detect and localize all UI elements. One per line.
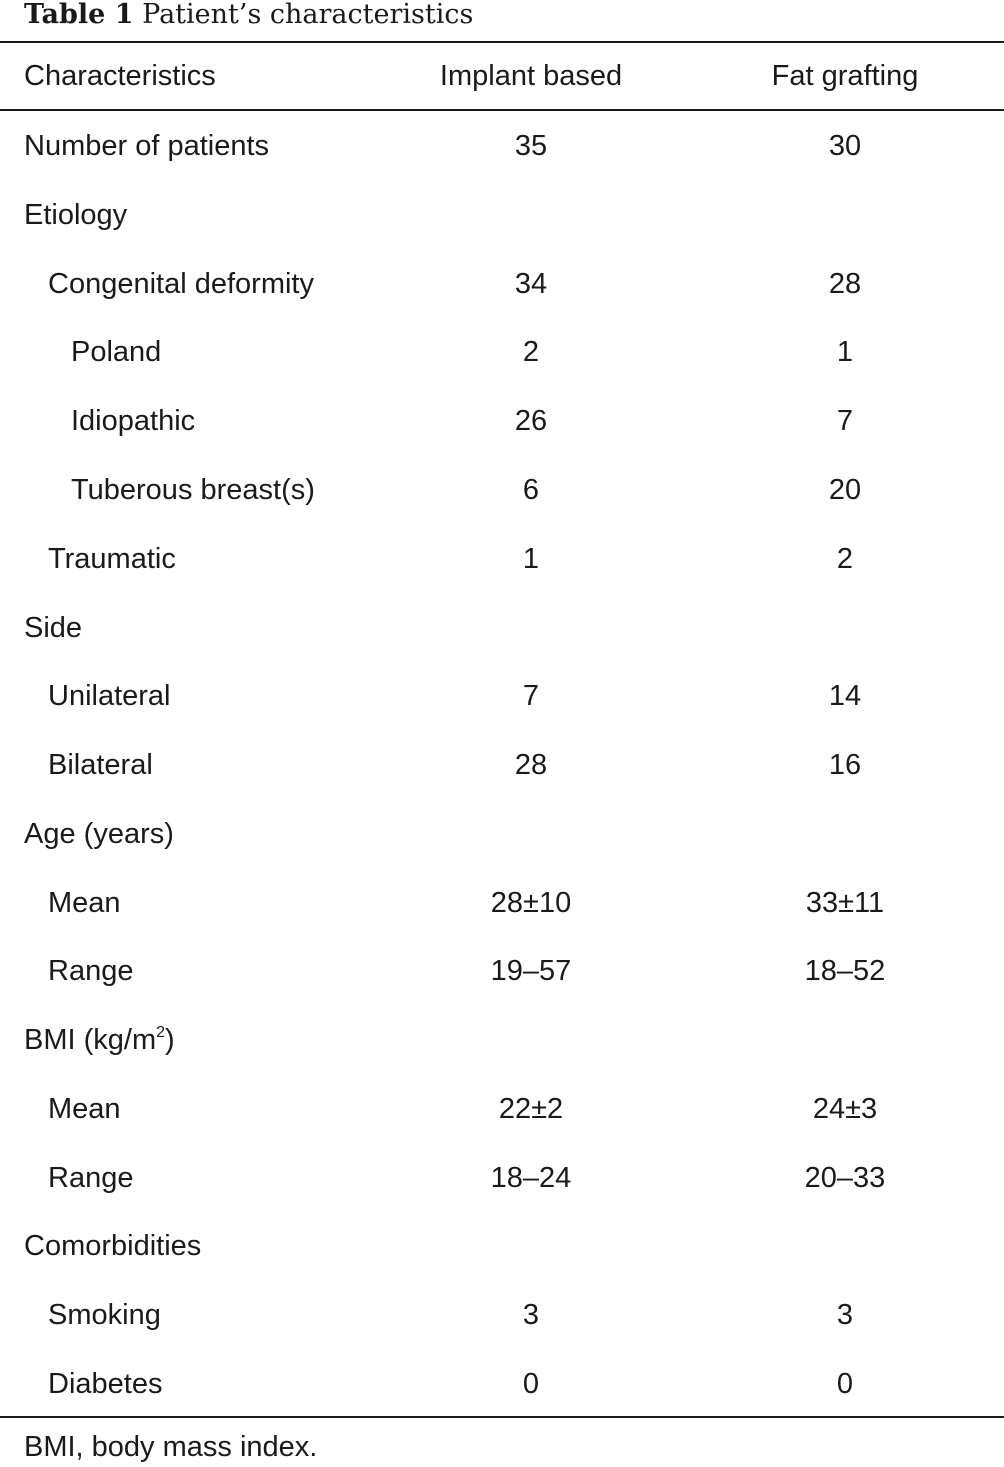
row-label: Smoking bbox=[48, 1299, 161, 1331]
row-label: Bilateral bbox=[48, 749, 153, 781]
row-label: Unilateral bbox=[48, 680, 171, 712]
implant-value: 28±10 bbox=[490, 887, 572, 919]
row-label: Idiopathic bbox=[71, 405, 196, 437]
table-row bbox=[0, 883, 1004, 923]
row-label: Range bbox=[48, 1162, 134, 1194]
implant-value: 28 bbox=[514, 749, 548, 781]
implant-value: 7 bbox=[522, 680, 540, 712]
row-label: Congenital deformity bbox=[48, 268, 314, 300]
implant-value: 1 bbox=[522, 543, 540, 575]
implant-value: 19–57 bbox=[490, 955, 572, 987]
implant-value: 0 bbox=[522, 1368, 540, 1400]
implant-value: 35 bbox=[514, 130, 548, 162]
table-row bbox=[0, 126, 1004, 166]
implant-value: 6 bbox=[522, 474, 540, 506]
row-label: Age (years) bbox=[24, 818, 174, 850]
table-row bbox=[0, 608, 1004, 648]
table-row bbox=[0, 1158, 1004, 1198]
table-row bbox=[0, 264, 1004, 304]
row-label: Etiology bbox=[24, 199, 128, 231]
top-rule bbox=[0, 41, 1004, 43]
row-label bbox=[24, 1020, 175, 1060]
fat-value: 2 bbox=[836, 543, 854, 575]
bmi-label-text: BMI (kg/m bbox=[24, 1024, 157, 1056]
table-header-row bbox=[0, 56, 1004, 96]
header-fat-grafting: Fat grafting bbox=[771, 60, 919, 92]
fat-value: 1 bbox=[836, 336, 854, 368]
row-label: Tuberous breast(s) bbox=[71, 474, 315, 506]
implant-value: 2 bbox=[522, 336, 540, 368]
table-row bbox=[0, 676, 1004, 716]
bmi-label-close: ) bbox=[165, 1024, 175, 1056]
bmi-label-superscript: 2 bbox=[156, 1024, 166, 1041]
table-caption bbox=[24, 0, 473, 32]
row-label: Diabetes bbox=[48, 1368, 163, 1400]
implant-value: 26 bbox=[514, 405, 548, 437]
fat-value: 14 bbox=[828, 680, 862, 712]
implant-value: 3 bbox=[522, 1299, 540, 1331]
fat-value: 16 bbox=[828, 749, 862, 781]
table-row bbox=[0, 1226, 1004, 1266]
table-row bbox=[0, 195, 1004, 235]
table-row bbox=[0, 539, 1004, 579]
row-label: Comorbidities bbox=[24, 1230, 202, 1262]
bottom-rule bbox=[0, 1416, 1004, 1418]
fat-value: 3 bbox=[836, 1299, 854, 1331]
row-label: Poland bbox=[71, 336, 162, 368]
table-row bbox=[0, 1089, 1004, 1129]
row-label: Side bbox=[24, 612, 83, 644]
table-row bbox=[0, 1364, 1004, 1404]
table-row bbox=[0, 1295, 1004, 1335]
table-row bbox=[0, 401, 1004, 441]
fat-value: 18–52 bbox=[804, 955, 886, 987]
table-row bbox=[0, 951, 1004, 991]
table-footnote: BMI, body mass index. bbox=[24, 1431, 318, 1463]
header-rule bbox=[0, 109, 1004, 111]
fat-value: 20 bbox=[828, 474, 862, 506]
table-row bbox=[0, 332, 1004, 372]
table-row bbox=[0, 470, 1004, 510]
table-row bbox=[0, 745, 1004, 785]
header-implant-based: Implant based bbox=[439, 60, 623, 92]
table-title: Patient’s characteristics bbox=[142, 0, 474, 30]
fat-value: 30 bbox=[828, 130, 862, 162]
fat-value: 20–33 bbox=[804, 1162, 886, 1194]
fat-value: 33±11 bbox=[805, 887, 885, 919]
table-label: Table 1 bbox=[24, 0, 134, 30]
row-label: Mean bbox=[48, 887, 121, 919]
table-row bbox=[0, 814, 1004, 854]
implant-value: 22±2 bbox=[498, 1093, 564, 1125]
row-label: Number of patients bbox=[24, 130, 270, 162]
fat-value: 24±3 bbox=[812, 1093, 878, 1125]
fat-value: 7 bbox=[836, 405, 854, 437]
header-characteristics: Characteristics bbox=[24, 60, 216, 92]
implant-value: 34 bbox=[514, 268, 548, 300]
implant-value: 18–24 bbox=[490, 1162, 572, 1194]
row-label: Range bbox=[48, 955, 134, 987]
row-label: Mean bbox=[48, 1093, 121, 1125]
fat-value: 28 bbox=[828, 268, 862, 300]
row-label: Traumatic bbox=[48, 543, 176, 575]
fat-value: 0 bbox=[836, 1368, 854, 1400]
table-row bbox=[0, 1020, 1004, 1060]
